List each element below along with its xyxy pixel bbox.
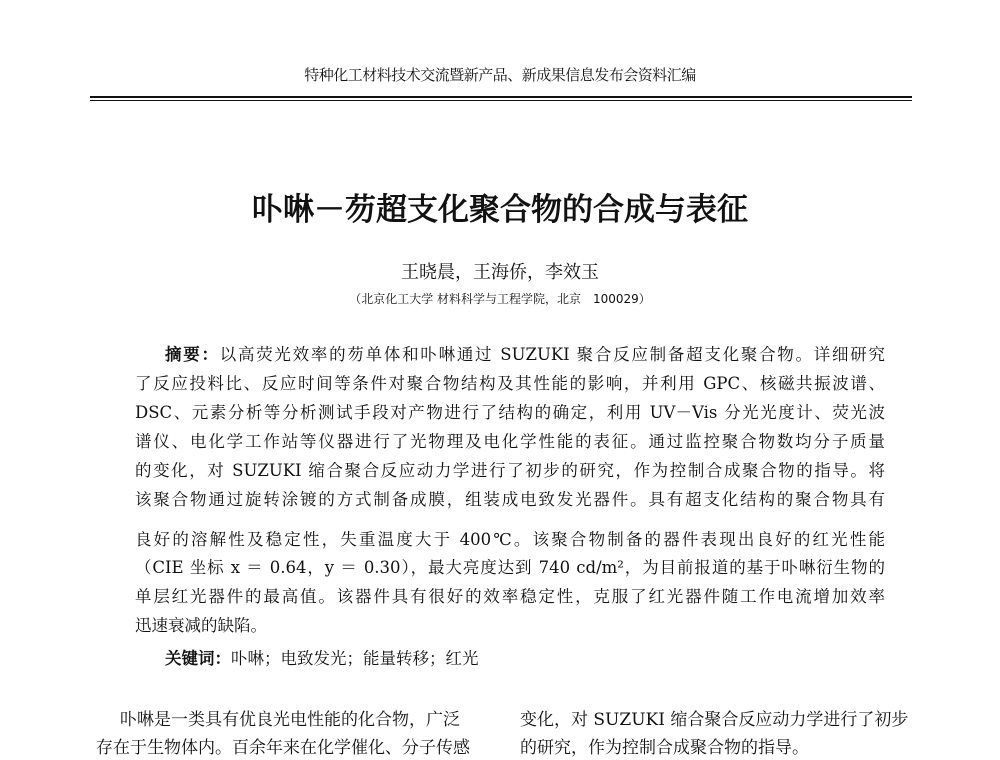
- abstract-line: 谱仪、电化学工作站等仪器进行了光物理及电化学性能的表征。通过监控聚合物数均分子质量: [135, 432, 885, 451]
- keywords: [165, 648, 479, 670]
- abstract-line: 单层红光器件的最高值。该器件具有很好的效率稳定性，克服了红光器件随工作电流增加效率: [135, 587, 885, 606]
- body-right-line: 的研究，作为控制合成聚合物的指导。: [520, 738, 809, 758]
- keywords-text: 卟啉；电致发光；能量转移；红光: [231, 649, 479, 668]
- body-left-line: 存在于生物体内。百余年来在化学催化、分子传感: [96, 738, 470, 758]
- abstract-line: 良好的溶解性及稳定性，失重温度大于 400℃。该聚合物制备的器件表现出良好的红光性能: [135, 530, 885, 549]
- header-rule-top: [90, 96, 912, 98]
- keywords-label: 关键词：: [165, 649, 231, 668]
- abstract-line: 迅速衰减的缺陷。: [135, 616, 267, 635]
- paper-title: 卟啉－芴超支化聚合物的合成与表征: [252, 192, 748, 228]
- abstract-line: （CIE 坐标 x ＝ 0.64，y ＝ 0.30），最大亮度达到 740 cd/m²，为目前报道的基于卟啉衍生物的: [135, 558, 885, 577]
- abstract-line: 该聚合物通过旋转涂镀的方式制备成膜，组装成电致发光器件。具有超支化结构的聚合物具有: [135, 490, 885, 509]
- abstract-line: DSC、元素分析等分析测试手段对产物进行了结构的确定，利用 UV－Vis 分光光度计、荧光波: [135, 403, 885, 422]
- header-rule-bottom: [90, 100, 912, 101]
- body-right-line: 变化，对 SUZUKI 缩合聚合反应动力学进行了初步: [520, 710, 909, 730]
- abstract-line: 了反应投料比、反应时间等条件对聚合物结构及其性能的影响，并利用 GPC、核磁共振波谱、: [135, 374, 885, 393]
- abstract-line: 的变化，对 SUZUKI 缩合聚合反应动力学进行了初步的研究，作为控制合成聚合物的指导。将: [135, 461, 885, 480]
- abstract-line: [165, 344, 885, 366]
- running-header: 特种化工材料技术交流暨新产品、新成果信息发布会资料汇编: [304, 66, 696, 84]
- abstract-label: 摘要：: [165, 345, 220, 364]
- affiliation: （北京化工大学 材料科学与工程学院，北京 100029）: [349, 292, 651, 306]
- body-left-line: 卟啉是一类具有优良光电性能的化合物，广泛: [120, 710, 460, 730]
- abstract-text: 以高荧光效率的芴单体和卟啉通过 SUZUKI 聚合反应制备超支化聚合物。详细研究: [219, 345, 885, 364]
- authors: 王晓晨，王海侨，李效玉: [401, 262, 599, 283]
